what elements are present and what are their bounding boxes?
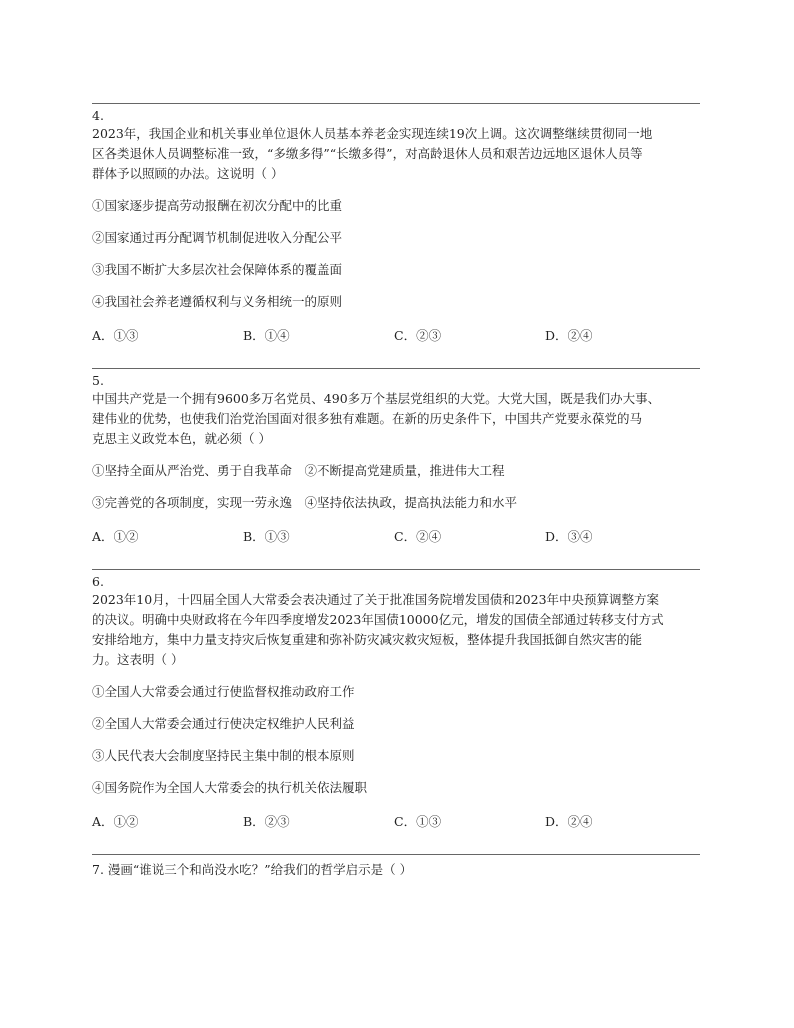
divider xyxy=(92,854,700,855)
stem-line: 群体予以照顾的办法。这说明（ ） xyxy=(92,166,284,181)
statement: ③完善党的各项制度，实现一劳永逸 ④坚持依法执政，提高执法能力和水平 xyxy=(92,495,518,510)
choice-a[interactable]: A．①② xyxy=(92,814,139,829)
stem-line: 区各类退休人员调整标准一致，“多缴多得”“长缴多得”，对高龄退休人员和艰苦边远地区退休人员等 xyxy=(92,146,643,161)
statement: ③我国不断扩大多层次社会保障体系的覆盖面 xyxy=(92,262,343,277)
question-4 xyxy=(92,103,700,345)
question-stem xyxy=(92,124,700,184)
statement: ③人民代表大会制度坚持民主集中制的根本原则 xyxy=(92,748,355,763)
choice-d[interactable]: D．②④ xyxy=(545,814,593,829)
question-stem xyxy=(92,590,700,670)
question-7 xyxy=(92,854,700,879)
divider xyxy=(92,368,700,369)
statement: ②全国人大常委会通过行使决定权维护人民利益 xyxy=(92,716,355,731)
answer-choices xyxy=(92,813,700,831)
question-number: 4. xyxy=(92,108,104,123)
statement: ①坚持全面从严治党、勇于自我革命 ②不断提高党建质量，推进伟大工程 xyxy=(92,463,505,478)
question-5 xyxy=(92,368,700,546)
divider xyxy=(92,103,700,104)
exam-page xyxy=(92,103,700,879)
choice-b[interactable]: B．②③ xyxy=(243,814,290,829)
stem-line: 中国共产党是一个拥有9600多万名党员、490多万个基层党组织的大党。大党大国，既是我们办大事、 xyxy=(92,391,661,406)
choice-c[interactable]: C．②④ xyxy=(394,529,442,544)
choice-c[interactable]: C．①③ xyxy=(394,814,442,829)
statement: ④我国社会养老遵循权利与义务相统一的原则 xyxy=(92,294,343,309)
question-number: 6. xyxy=(92,574,104,589)
question-number: 5. xyxy=(92,373,104,388)
choice-c[interactable]: C．②③ xyxy=(394,328,442,343)
statement: ④国务院作为全国人大常委会的执行机关依法履职 xyxy=(92,780,368,795)
choice-b[interactable]: B．①④ xyxy=(243,328,290,343)
question-stem: 7. 漫画“谁说三个和尚没水吃？”给我们的哲学启示是（ ） xyxy=(92,862,413,877)
question-stem xyxy=(92,389,700,449)
question-6 xyxy=(92,569,700,831)
stem-line: 力。这表明（ ） xyxy=(92,652,184,667)
stem-line: 的决议。明确中央财政将在今年四季度增发2023年国债10000亿元，增发的国债全部通过转移支付方式 xyxy=(92,612,664,627)
stem-line: 建伟业的优势，也使我们治党治国面对很多独有难题。在新的历史条件下，中国共产党要永葆党的马 xyxy=(92,411,643,426)
stem-line: 安排给地方，集中力量支持灾后恢复重建和弥补防灾减灾救灾短板，整体提升我国抵御自然灾害的能 xyxy=(92,632,643,647)
choice-d[interactable]: D．③④ xyxy=(545,529,593,544)
choice-b[interactable]: B．①③ xyxy=(243,529,290,544)
stem-line: 克思主义政党本色，就必须（ ） xyxy=(92,431,271,446)
divider xyxy=(92,569,700,570)
stem-line: 2023年10月，十四届全国人大常委会表决通过了关于批准国务院增发国债和2023年中央预算调整方案 xyxy=(92,592,660,607)
statement: ①全国人大常委会通过行使监督权推动政府工作 xyxy=(92,684,355,699)
choice-a[interactable]: A．①③ xyxy=(92,328,139,343)
choice-a[interactable]: A．①② xyxy=(92,529,139,544)
choice-d[interactable]: D．②④ xyxy=(545,328,593,343)
statement: ②国家通过再分配调节机制促进收入分配公平 xyxy=(92,230,343,245)
statement: ①国家逐步提高劳动报酬在初次分配中的比重 xyxy=(92,198,343,213)
answer-choices xyxy=(92,327,700,345)
answer-choices xyxy=(92,528,700,546)
stem-line: 2023年，我国企业和机关事业单位退休人员基本养老金实现连续19次上调。这次调整继续贯彻同一地 xyxy=(92,126,653,141)
